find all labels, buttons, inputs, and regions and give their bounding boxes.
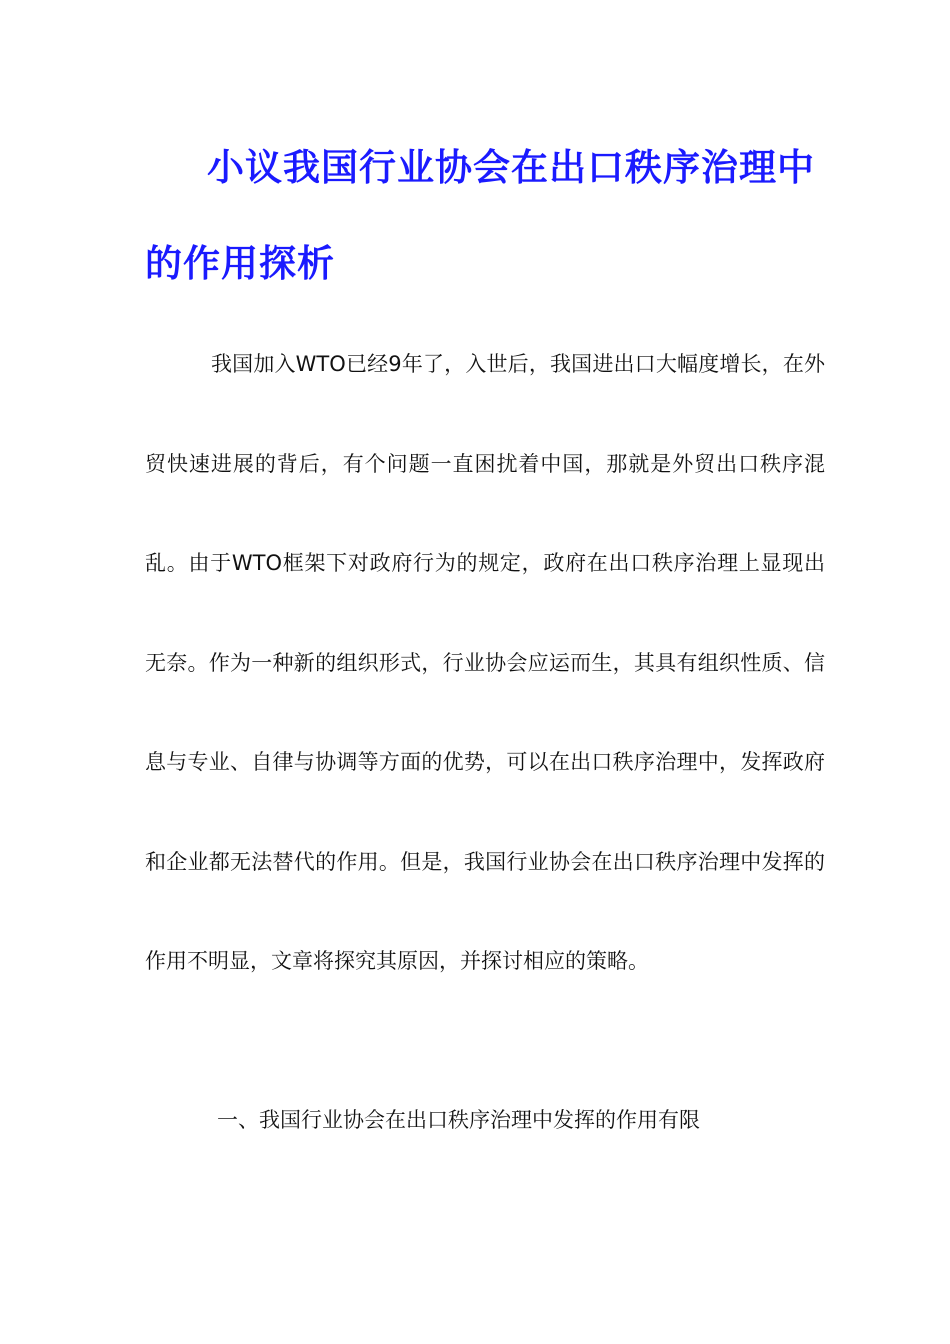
document-title: 小议我国行业协会在出口秩序治理中的作用探析 [145,146,815,285]
body-paragraph: 我国加入WTO已经9年了，入世后，我国进出口大幅度增长，在外贸快速进展的背后，有个问题一直困扰着中国，那就是外贸出口秩序混乱。由于WTO框架下对政府行为的规定，政府在出口秩序治理上显现出无奈。作为一种新的组织形式，行业协会应运而生，其具有组织性质、信息与专业、自律与协调等方面的优势，可以在出口秩序治理中，发挥政府和企业都无法替代的作用。但是，我国行业协会在出口秩序治理中发挥的作用不明显，文章将探究其原因，并探讨相应的策略。 [145,352,825,973]
section-heading: 一、我国行业协会在出口秩序治理中发挥的作用有限 [217,1108,700,1132]
